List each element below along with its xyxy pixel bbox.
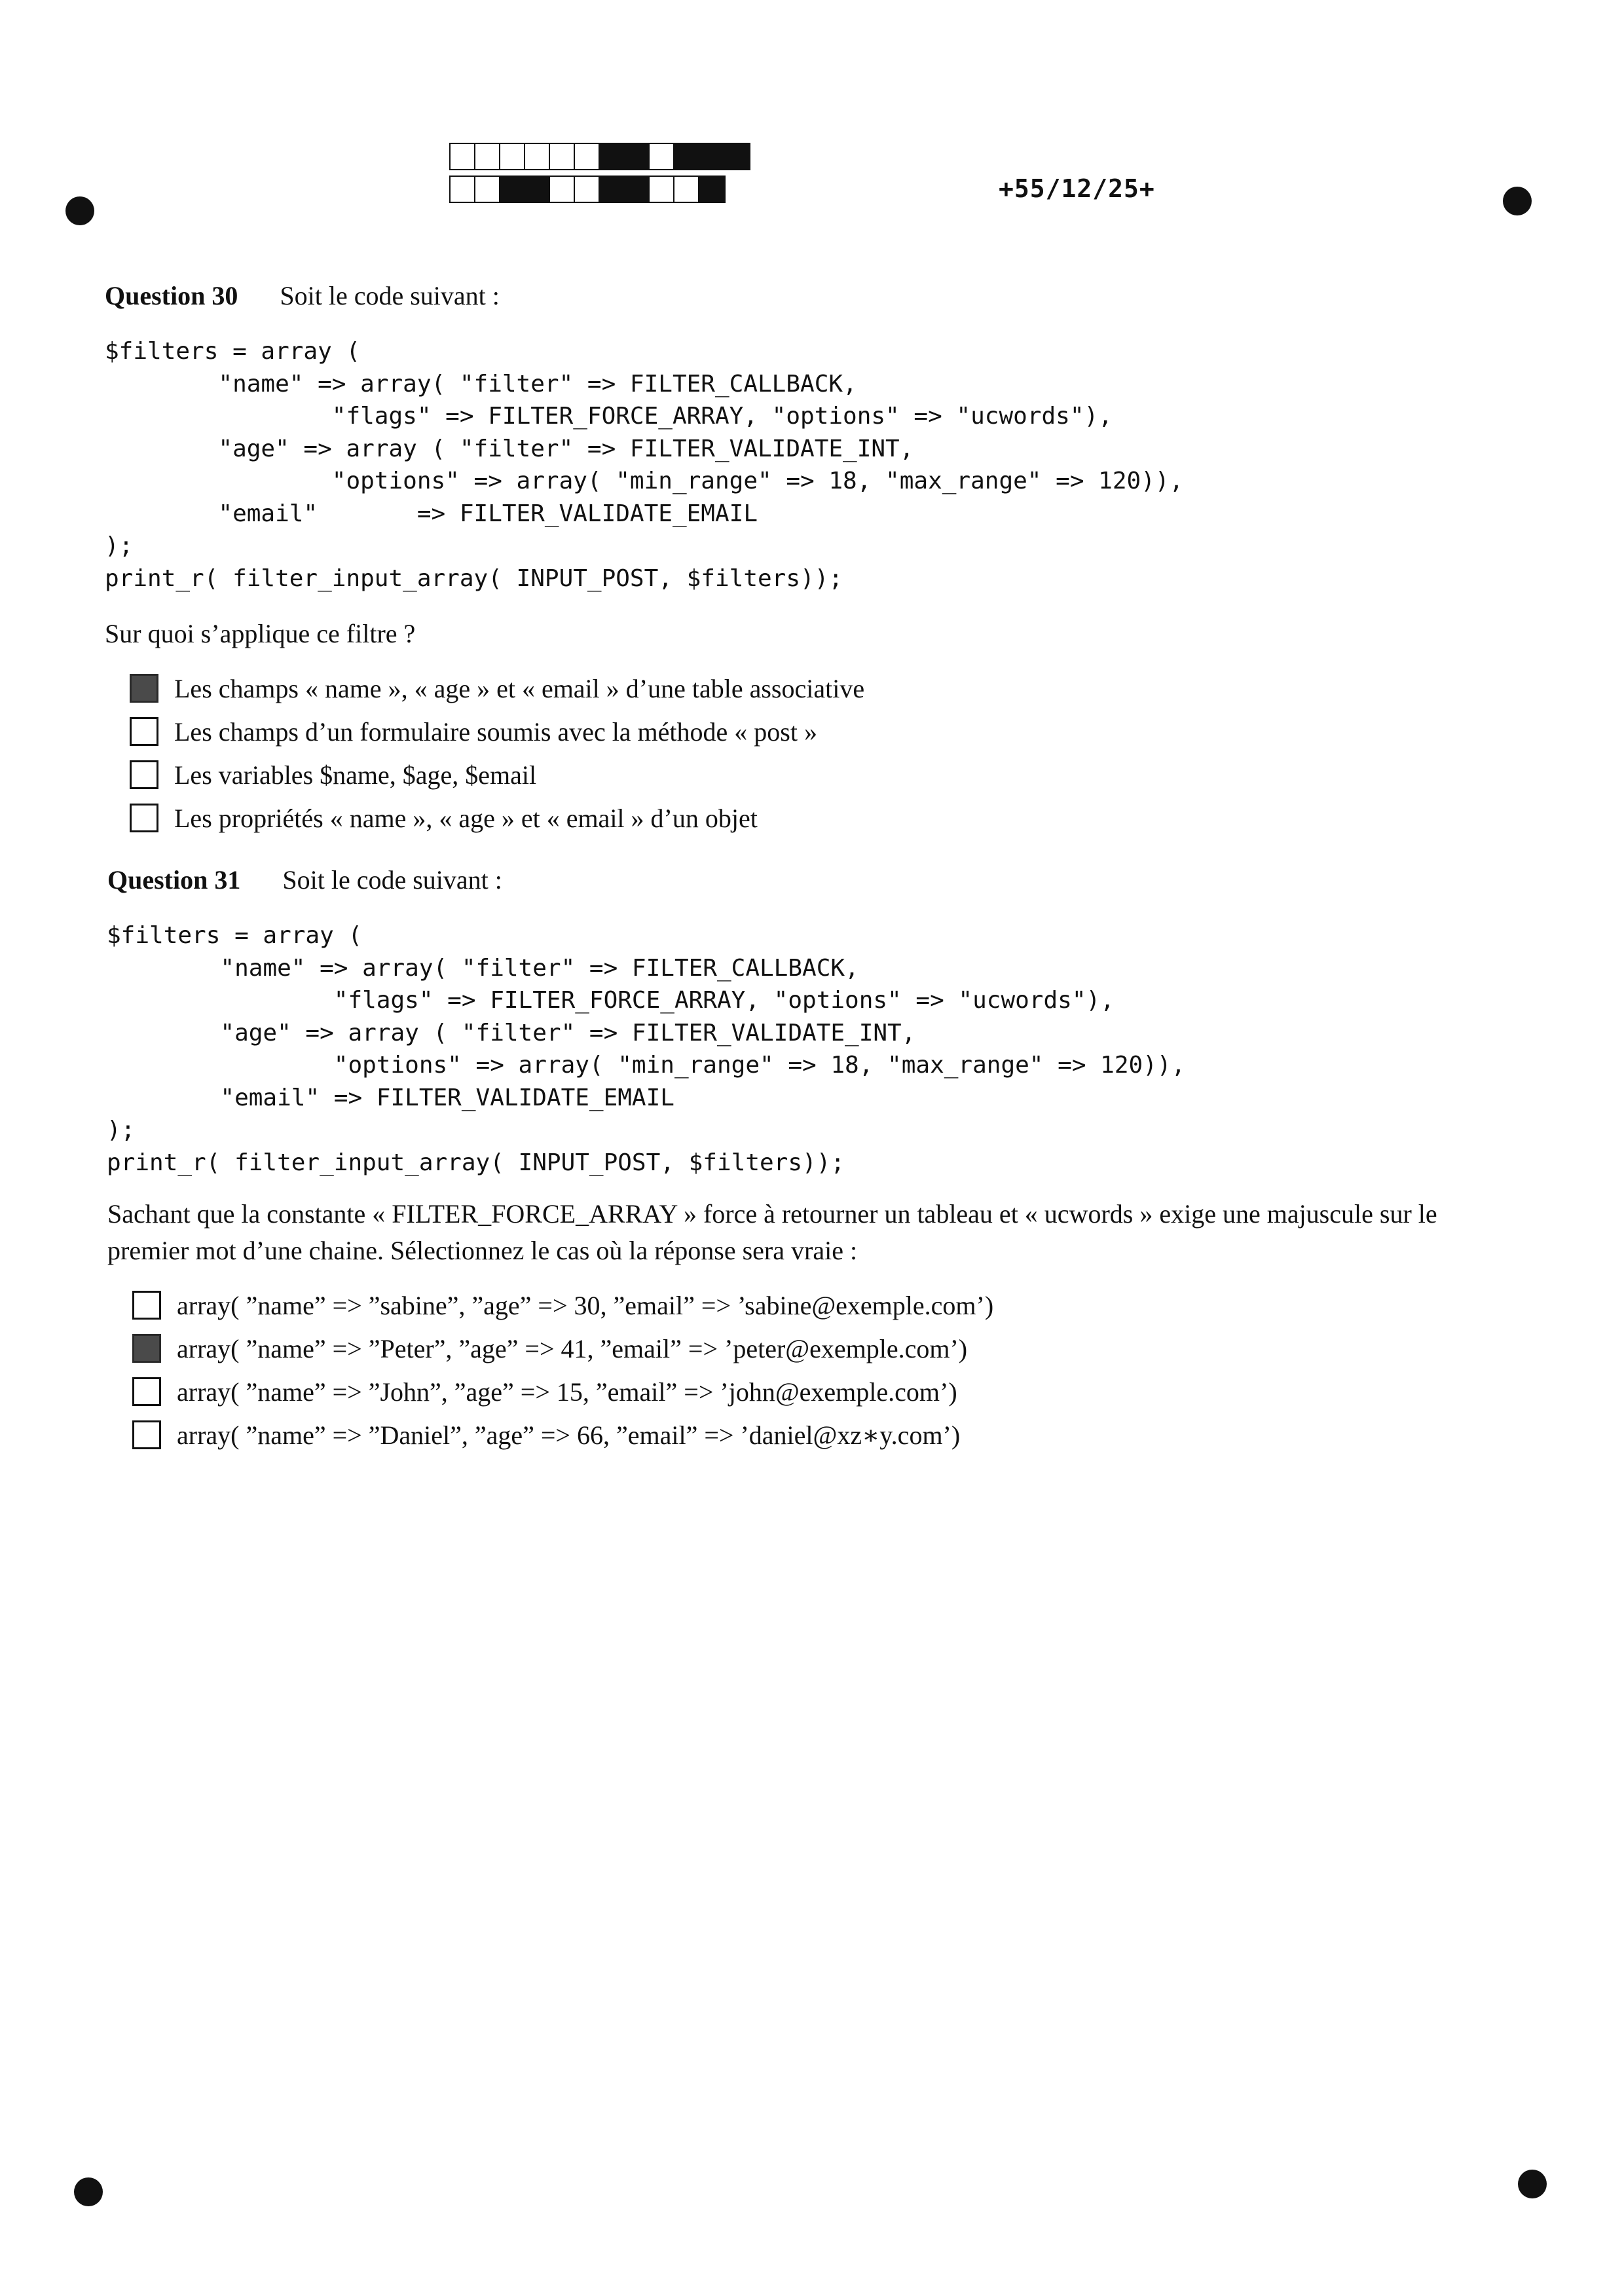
answer-text: Les champs « name », « age » et « email » d’une table associative bbox=[174, 673, 865, 703]
barcode-cell bbox=[600, 177, 625, 202]
answer-checkbox[interactable] bbox=[132, 1377, 161, 1406]
barcode-cell bbox=[451, 177, 475, 202]
barcode-cell bbox=[625, 144, 650, 169]
barcode-cell bbox=[500, 177, 525, 202]
barcode-cell bbox=[650, 144, 674, 169]
barcode-cell bbox=[674, 144, 699, 169]
answer-option[interactable] bbox=[132, 1413, 993, 1456]
answer-text: array( ”name” => ”Peter”, ”age” => 41, ”email” => ’peter@exemple.com’) bbox=[177, 1333, 968, 1363]
answer-checkbox[interactable] bbox=[130, 717, 158, 746]
question-31-code: $filters = array ( "name" => array( "filter" => FILTER_CALLBACK, "flags" => FILTER_FORCE_ARRAY, "options" => "ucwords"), "age" => array ( "filter" => FILTER_VALIDATE_INT, "options" => array( "min_range" => 18, "max_range" => 120)), "email" => FILTER_VALIDATE_EMAIL ); print_r( filter_input_array( INPUT_POST, $filters)); bbox=[107, 922, 1186, 1176]
barcode-cell bbox=[625, 177, 650, 202]
answer-checkbox[interactable] bbox=[132, 1291, 161, 1320]
barcode-cell bbox=[451, 144, 475, 169]
answer-option[interactable] bbox=[130, 710, 864, 753]
answer-option[interactable] bbox=[130, 667, 864, 710]
answer-checkbox[interactable] bbox=[130, 674, 158, 703]
barcode-cell bbox=[475, 144, 500, 169]
question-31-prompt: Sachant que la constante « FILTER_FORCE_ARRAY » force à retourner un tableau et « ucwords » exige une majuscule sur le premier mot d’une chaine. Sélectionnez le cas où la réponse sera vraie : bbox=[107, 1199, 1437, 1265]
answer-option[interactable] bbox=[132, 1370, 993, 1413]
question-label: Question 31 bbox=[107, 865, 241, 895]
barcode-row-2 bbox=[449, 176, 726, 203]
barcode-cell bbox=[550, 177, 575, 202]
answer-text: Les variables $name, $age, $email bbox=[174, 760, 537, 790]
barcode-cell bbox=[525, 177, 550, 202]
barcode-cell bbox=[600, 144, 625, 169]
answer-option[interactable] bbox=[130, 753, 864, 796]
answer-checkbox[interactable] bbox=[132, 1334, 161, 1363]
answer-checkbox[interactable] bbox=[130, 804, 158, 832]
barcode-cell bbox=[500, 144, 525, 169]
answer-text: array( ”name” => ”Daniel”, ”age” => 66, ”email” => ’daniel@xz∗y.com’) bbox=[177, 1420, 961, 1450]
registration-mark-top-left bbox=[65, 196, 94, 225]
answer-text: Les propriétés « name », « age » et « email » d’un objet bbox=[174, 803, 758, 833]
question-label: Question 30 bbox=[105, 281, 238, 310]
question-30-header bbox=[105, 280, 500, 311]
answer-text: array( ”name” => ”sabine”, ”age” => 30, ”email” => ’sabine@exemple.com’) bbox=[177, 1290, 994, 1320]
question-31-answers bbox=[132, 1284, 993, 1456]
answer-option[interactable] bbox=[130, 796, 864, 840]
question-intro: Soit le code suivant : bbox=[282, 865, 502, 895]
barcode-cell bbox=[650, 177, 674, 202]
barcode-cell bbox=[699, 177, 724, 202]
barcode-cell bbox=[575, 144, 600, 169]
answer-text: array( ”name” => ”John”, ”age” => 15, ”email” => ’john@exemple.com’) bbox=[177, 1377, 957, 1407]
answer-option[interactable] bbox=[132, 1284, 993, 1327]
registration-mark-bottom-left bbox=[74, 2177, 103, 2206]
registration-mark-bottom-right bbox=[1518, 2170, 1547, 2198]
answer-option[interactable] bbox=[132, 1327, 993, 1370]
barcode-cell bbox=[575, 177, 600, 202]
question-intro: Soit le code suivant : bbox=[280, 281, 500, 310]
barcode-cell bbox=[525, 144, 550, 169]
barcode-cell bbox=[475, 177, 500, 202]
question-30-answers bbox=[130, 667, 864, 840]
page-id: +55/12/25+ bbox=[999, 174, 1155, 203]
barcode-row-1 bbox=[449, 143, 750, 170]
answer-checkbox[interactable] bbox=[132, 1420, 161, 1449]
barcode-cell bbox=[674, 177, 699, 202]
answer-checkbox[interactable] bbox=[130, 760, 158, 789]
registration-mark-top-right bbox=[1503, 187, 1532, 215]
question-31-header bbox=[107, 864, 502, 895]
question-30-code: $filters = array ( "name" => array( "filter" => FILTER_CALLBACK, "flags" => FILTER_FORCE_ARRAY, "options" => "ucwords"), "age" => array ( "filter" => FILTER_VALIDATE_INT, "options" => array( "min_range" => 18, "max_range" => 120)), "email" => FILTER_VALIDATE_EMAIL ); print_r( filter_input_array( INPUT_POST, $filters)); bbox=[105, 338, 1184, 592]
barcode-cell bbox=[550, 144, 575, 169]
barcode-cell bbox=[699, 144, 724, 169]
answer-text: Les champs d’un formulaire soumis avec la méthode « post » bbox=[174, 716, 817, 747]
question-30-prompt: Sur quoi s’applique ce filtre ? bbox=[105, 619, 416, 648]
barcode-cell bbox=[724, 144, 749, 169]
